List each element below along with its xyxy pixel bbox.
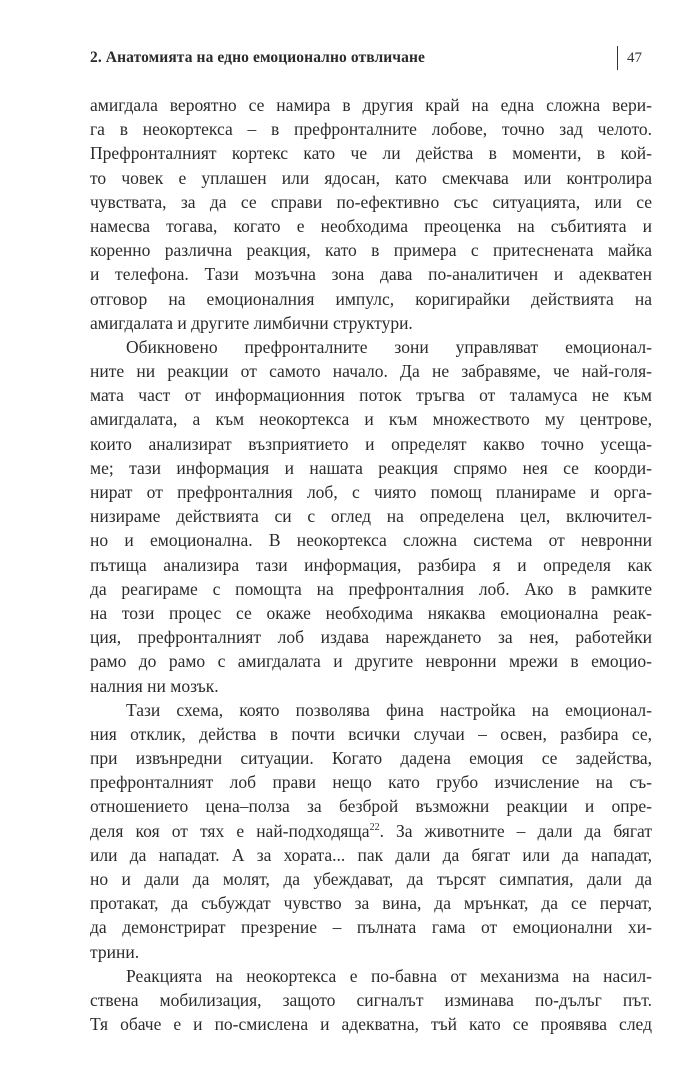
running-head <box>90 49 650 77</box>
body-text <box>90 93 652 1036</box>
text-line: рамо до рамо с амигдалата и другите невронни мрежи в емоцио- <box>90 651 652 672</box>
paragraph-end-line: амигдалата и другите лимбични структури. <box>90 312 413 333</box>
text-line: намесва тогава, когато е необходима преоценка на събитията и <box>90 215 652 236</box>
text-line: протакат, да събуждат чувство за вина, да мрънкат, да се перчат, <box>90 893 652 914</box>
text-line: Тя обаче е и по-смислена и адекватна, тъй като се проявява след <box>90 1014 652 1035</box>
text-line-with-footnote <box>90 819 652 843</box>
text-line: низираме действията си с оглед на определена цел, включител- <box>90 506 652 527</box>
chapter-title: 2. Анатомията на едно емоционално отвличане <box>90 49 425 66</box>
line-text-continued: . За животните – дали да бягат <box>379 820 652 841</box>
text-line: мата част от информационния поток тръгва от таламуса не към <box>90 385 652 406</box>
paragraph-start-line: Обикновено префронталните зони управляват емоционал- <box>126 336 652 357</box>
text-line: коренно различна реакция, като в примера с притеснената майка <box>90 240 652 261</box>
text-line: или да нападат. А за хората... пак дали да бягат или да нападат, <box>90 844 652 865</box>
text-line: пътища анализира тази информация, разбира я и определя как <box>90 554 652 575</box>
text-line: чувствата, за да се справи по-ефективно със ситуацията, или се <box>90 191 652 212</box>
text-line: отношението цена–полза за безброй възможни реакции и опре- <box>90 796 652 817</box>
text-line: ция, префронталният лоб издава нареждането за нея, работейки <box>90 627 652 648</box>
text-line: ме; тази информация и нашата реакция спрямо нея се коорди- <box>90 457 652 478</box>
text-line: но и емоционална. В неокортекса сложна система от невронни <box>90 530 652 551</box>
header-divider <box>617 46 618 70</box>
text-line: префронталният лоб прави нещо като грубо изчисление на съ- <box>90 772 652 793</box>
text-line: които анализират възприятието и определят какво точно усеща- <box>90 433 652 454</box>
text-line: отговор на емоционалния импулс, коригирайки действията на <box>90 288 652 309</box>
text-line: амигдала вероятно се намира в другия край на една сложна вери- <box>90 95 652 115</box>
text-line: при извънредни ситуации. Когато дадена емоция се задейства, <box>90 748 652 769</box>
paragraph-end-line: трини. <box>90 941 140 962</box>
text-line: да демонстрират презрение – пълната гама от емоционални хи- <box>90 917 652 938</box>
page-number: 47 <box>627 50 642 66</box>
text-line: ствена мобилизация, защото сигналът изминава по-дълъг път. <box>90 989 652 1010</box>
footnote-reference: 22 <box>369 821 380 833</box>
text-line: ните ни реакции от самото начало. Да не забравяме, че най-голя- <box>90 361 652 382</box>
text-line: Префронталният кортекс като че ли действа в моменти, в кой- <box>90 143 652 164</box>
text-line: га в неокортекса – в префронталните лобове, точно зад челото. <box>90 119 652 140</box>
text-line: нират от префронталния лоб, с чиято помощ планираме и орга- <box>90 482 652 502</box>
text-line: на този процес се окаже необходима някаква емоционална реак- <box>90 602 652 623</box>
paragraph-start-line: Реакцията на неокортекса е по-бавна от механизма на насил- <box>126 965 652 986</box>
text-line: да реагираме с помощта на префронталния лоб. Ако в рамките <box>90 578 652 599</box>
paragraph-start-line: Тази схема, която позволява фина настройка на емоционал- <box>126 699 652 720</box>
text-line: но и дали да молят, да убеждават, да търсят симпатия, дали да <box>90 869 652 889</box>
text-line: то човек е уплашен или ядосан, като смекчава или контролира <box>90 167 652 188</box>
paragraph-end-line: налния ни мозък. <box>90 675 219 696</box>
text-line: амигдалата, а към неокортекса и към множеството му центрове, <box>90 409 652 430</box>
line-text: деля коя от тях е най-подходяща <box>90 820 370 841</box>
text-line: ния отклик, действа в почти всички случаи – освен, разбира се, <box>90 723 652 744</box>
text-line: и телефона. Тази мозъчна зона дава по-аналитичен и адекватен <box>90 264 652 285</box>
